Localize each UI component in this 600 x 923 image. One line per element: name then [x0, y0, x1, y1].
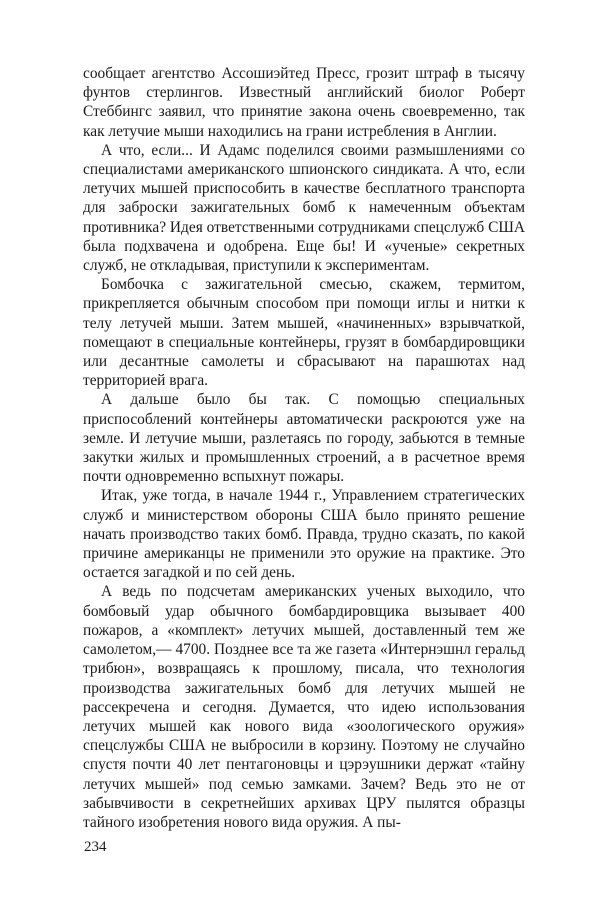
paragraph: Бомбочка с зажигательной смесью, скажем, термитом, прикрепляется обычным способом при помощи иглы и нитки к телу летучей мыши. Затем мышей, «начиненных» взрывчаткой, помещают в специальные контейнеры, грузят в бомбардировщики или десантные самолеты и сбрасывают на парашютах над территорией врага. — [83, 276, 525, 390]
paragraph: Итак, уже тогда, в начале 1944 г., Управлением стратегических служб и министерством обороны США было принято решение начать производство таких бомб. Правда, трудно сказать, по какой причине американцы не применили это оружие на практике. Это остается загадкой и по сей день. — [83, 487, 525, 582]
page-number: 234 — [84, 839, 107, 855]
body-text — [83, 64, 525, 832]
paragraph-continuation: сообщает агентство Ассошиэйтед Пресс, грозит штраф в тысячу фунтов стерлингов. Известный английский биолог Роберт Стеббингс заявил, что принятие закона очень своевременно, так как летучие мыши находились на грани истребления в Англии. — [83, 65, 525, 140]
paragraph: А что, если... И Адамс поделился своими размышлениями со специалистами американского шпионского синдиката. А что, если летучих мышей приспособить в качестве бесплатного транспорта для заброски зажигательных бомб к намеченным объектам противника? Идея ответственными сотрудниками спецслужб США была подхвачена и одобрена. Еще бы! И «ученые» секретных служб, не откладывая, приступили к экспериментам. — [83, 141, 525, 275]
paragraph: А дальше было бы так. С помощью специальных приспособлений контейнеры автоматически раскроются уже на земле. И летучие мыши, разлетаясь по городу, забьются в темные закутки жилых и промышленных строений, а в расчетное время почти одновременно вспыхнут пожары. — [83, 391, 525, 486]
paragraph: А ведь по подсчетам американских ученых выходило, что бомбовый удар обычного бомбардировщика вызывает 400 пожаров, а «комплект» летучих мышей, доставленный тем же самолетом,— 4700. Позднее все та же газета «Интернэшнл геральд трибюн», возвращаясь к прошлому, писала, что технология производства зажигательных бомб для летучих мышей не рассекречена и сегодня. Думается, что идею использования летучих мышей как нового вида «зоологического оружия» спецслужбы США не выбросили в корзину. Поэтому не случайно спустя почти 40 лет пентагоновцы и цэрэушники держат «тайну летучих мышей» под семью замками. Зачем? Ведь это не от забывчивости в секретнейших архивах ЦРУ пылятся образцы тайного изобретения нового вида оружия. А пы- — [83, 583, 525, 831]
